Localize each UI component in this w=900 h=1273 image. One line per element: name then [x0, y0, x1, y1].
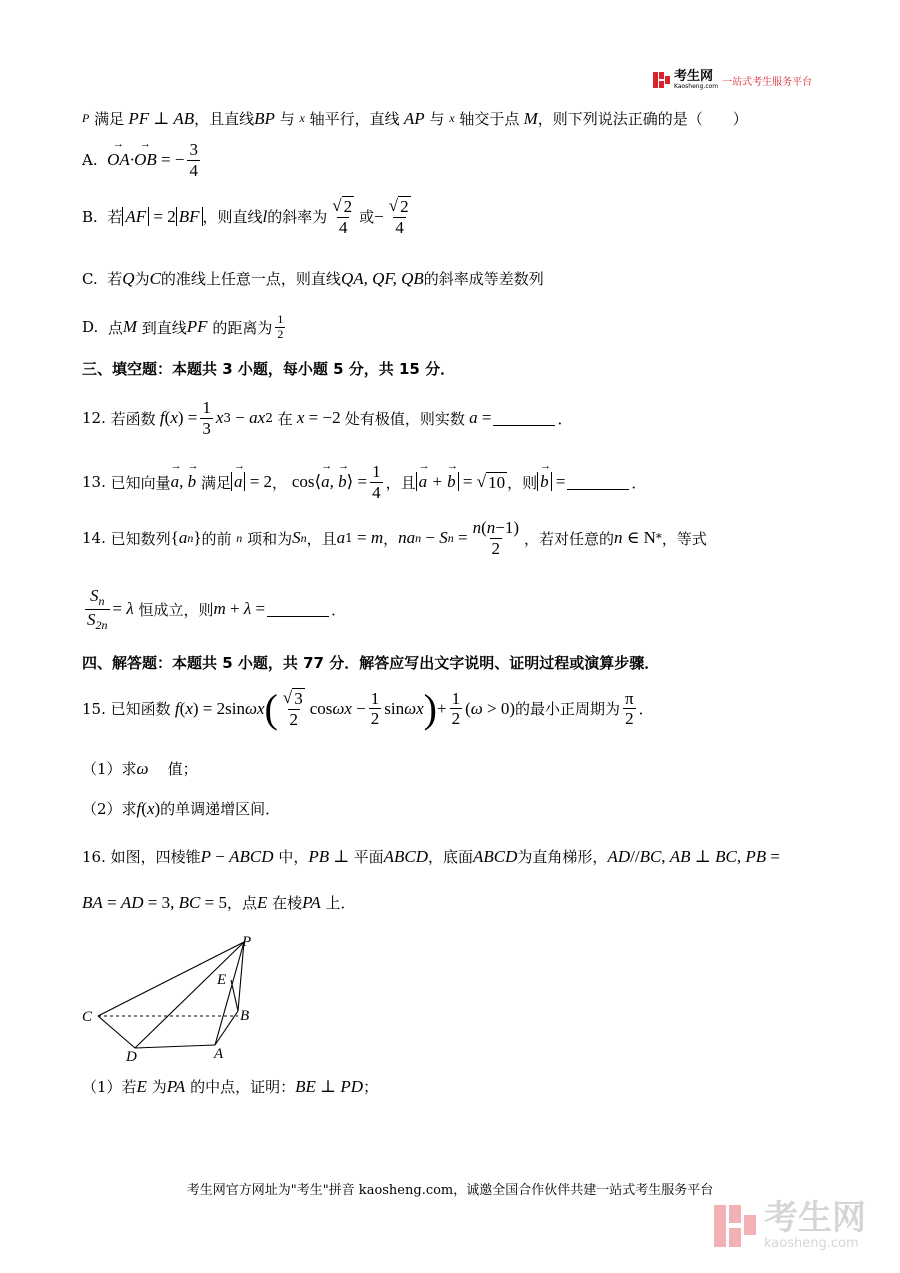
segment-eb [231, 980, 238, 1011]
q12: 12. 若函数 f ( x ) = $\frac{1}{3}$ x 3 − ax 2 在 x = −2 处有极值，则实数 a = ． [82, 398, 573, 438]
q16: 16. 如图，四棱锥 P − ABCD 中， PB ⊥ 平面 ABCD ，底面 ABCD 为直角梯形， AD // BC , AB ⊥ BC , PB = [82, 846, 780, 866]
label-e: E [217, 972, 227, 988]
label-b: B [240, 1008, 250, 1024]
q15: 15. 已知函数 f ( x ) = 2sin ωx ( √ 3 2 cos ωx − $\frac{1}{2}$ sin ωx ) + $\frac{1}{2}$ ( ω > 0) 的最小正周期为 $\frac{\pi}{2}$ ． [82, 685, 654, 731]
label-a: A [214, 1046, 224, 1062]
edge-pd [135, 942, 244, 1048]
header-slogan: 一站式考生服务平台 [722, 76, 813, 88]
q16-cont: BA = AD = 3, BC = 5 ，点 E 在棱 PA 上． [82, 892, 356, 912]
label-d: D [126, 1049, 137, 1064]
label-p: P [242, 934, 252, 950]
footer-text: 考生网官方网址为"考生"拼音 kaosheng.com，诚邀全国合作伙伴共建一站式考生服务平台 [186, 1183, 714, 1198]
logo-icon [652, 70, 672, 90]
edge-cd [98, 1016, 135, 1048]
watermark [712, 1200, 866, 1251]
header-logo[interactable] [652, 70, 812, 90]
q14-cont: $\frac{S_n}{S_{2n}}$ = λ 恒成立，则 m + λ = ． [87, 586, 347, 632]
q11-option-b[interactable]: B. 若 AF = 2 BF ，则直线 l 的斜率为 √ 2 4 或 − √ 2 4 [82, 196, 409, 237]
q14: 14. 已知数列 { a n } 的前 n 项和为 S n ，且 a 1 = m ， na n − S n = $\frac{n(n-1)}{2}$ ，若对任意的 n ∈ N * ，等式 [82, 518, 707, 559]
q11-option-d[interactable]: D. 点 M 到直线 PF 的距离为 $\frac{1}{2}$ [82, 312, 284, 341]
pyramid-figure [76, 932, 266, 1064]
section4-title: 四、解答题：本题共 5 小题，共 77 分．解答应写出文字说明、证明过程或演算步骤． [82, 654, 660, 672]
q11-intro: P 满足 PF ⊥ AB ，且直线 BP 与 x 轴平行，直线 AP 与 x 轴交于点 M ，则下列说法正确的是（ ） [82, 108, 748, 128]
logo-sub: Kaosheng.com [674, 83, 719, 90]
edge-da [135, 1045, 215, 1048]
q12-answer-blank[interactable] [493, 411, 555, 426]
q13-answer-blank[interactable] [567, 475, 629, 490]
q16-part1: （1）若 E 为 PA 的中点，证明： BE ⊥ PD ； [82, 1076, 379, 1096]
q15-part2: （2）求 f ( x ) 的单调递增区间． [82, 798, 281, 818]
q11-option-a[interactable]: A. → OA·→ OB = − $\frac{3}{4}$ [82, 140, 203, 180]
label-c: C [82, 1009, 93, 1025]
watermark-logo-icon [712, 1201, 758, 1251]
q13: 13. 已知向量 → a, → b 满足 → a = 2 ， cos⟨ → a, → b ⟩ = $\frac{1}{4}$ ，且 → a + → b = √ 10 ，则 → b = ． [82, 462, 646, 502]
logo-text: 考生网 [674, 69, 714, 84]
q15-part1: （1）求 ω 值； [82, 758, 198, 778]
q14-answer-blank[interactable] [267, 602, 329, 617]
watermark-text: 考生网 [764, 1198, 866, 1238]
watermark-sub: kaosheng.com [764, 1236, 859, 1251]
section3-title: 三、填空题：本题共 3 小题，每小题 5 分，共 15 分． [82, 360, 456, 378]
q11-option-c[interactable]: C. 若 Q 为 C 的准线上任意一点，则直线 QA, QF, QB 的斜率成等差数列 [82, 268, 544, 288]
